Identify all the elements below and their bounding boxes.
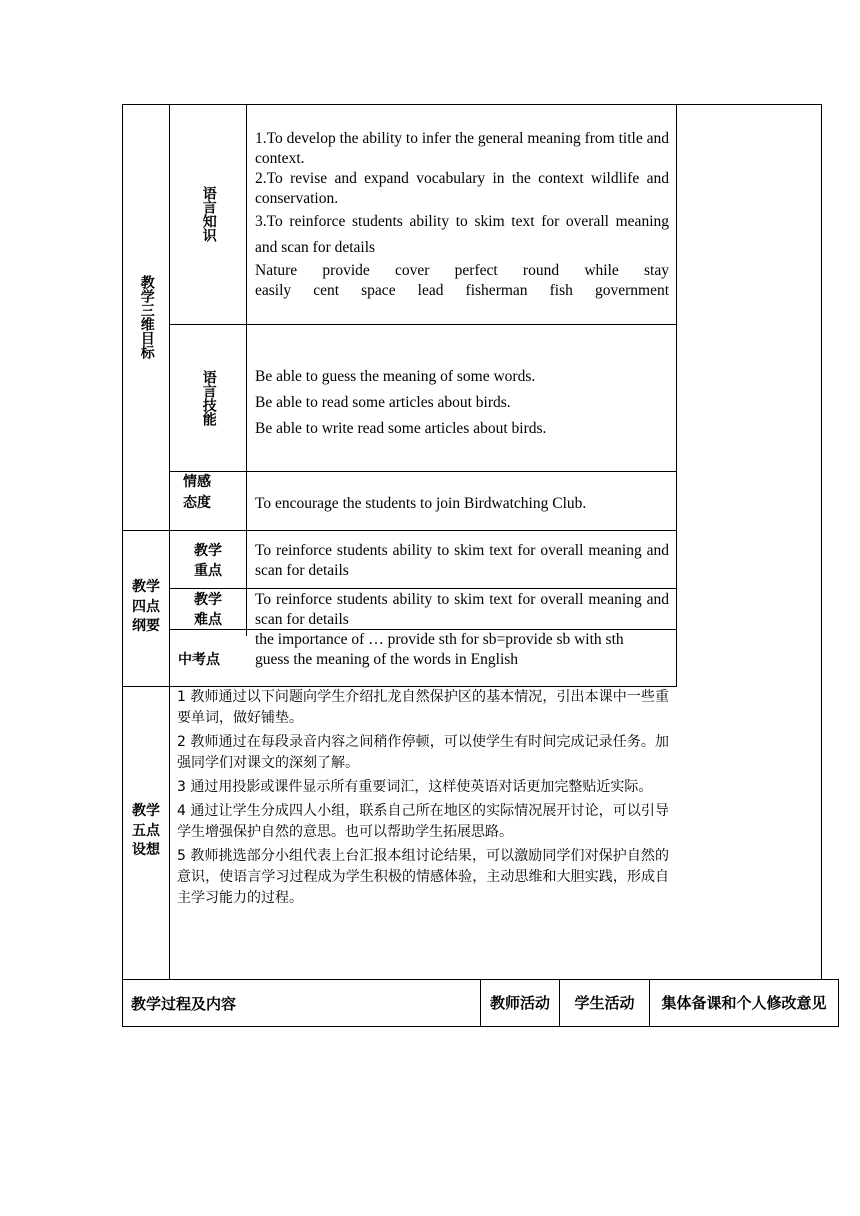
teacher-activity-header [484, 981, 556, 1025]
vocab-line-1: Nature provide cover perfect round while stay [255, 262, 669, 279]
attitude-label-line-1: 情感 [183, 474, 211, 490]
attitude-content: To encourage the students to join Birdwatching Club. [255, 495, 587, 512]
outline-section-label [124, 578, 168, 637]
ideas-section-text: 教学五点设想 [132, 803, 160, 858]
teacher-activity-text: 教师活动 [489, 994, 550, 1012]
objectives-section-text: 教学三维目标 [138, 275, 155, 359]
skills-line-3: Be able to write read some articles about birds. [255, 420, 547, 437]
attitude-label [183, 472, 223, 514]
difficulties-label-text: 教学难点 [194, 592, 222, 628]
knowledge-line-3: 3.To reinforce students ability to skim text for overall meaning and scan for details [255, 213, 669, 256]
vocab-line-2: easily cent space lead fisherman fish government [255, 282, 669, 299]
exam-points-label: 中考点 [178, 652, 220, 668]
exam-points-content [255, 630, 671, 670]
idea-item-4: 4 通过让学生分成四人小组，联系自己所在地区的实际情况展开讨论，可以引导学生增强保护自然的意思。也可以帮助学生拓展思路。 [177, 803, 669, 840]
key-points-label [186, 541, 230, 581]
outline-section-text: 教学四点纲要 [132, 579, 160, 634]
idea-item-5: 5 教师挑选部分小组代表上台汇报本组讨论结果，可以激励同学们对保护自然的意识，使语言学习过程成为学生积极的情感体验，主动思维和大胆实践，形成自主学习能力的过程。 [177, 848, 669, 906]
attitude-label-line-2: 态度 [183, 495, 211, 511]
objectives-section-label [136, 104, 156, 530]
skills-content [255, 364, 669, 442]
knowledge-content [255, 129, 669, 301]
student-activity-header: 学生活动 [574, 994, 635, 1012]
prep-notes-text: 集体备课和个人修改意见 [661, 994, 827, 1012]
ideas-section-label [124, 802, 168, 861]
exam-points-line-1: the importance of … provide sth for sb=provide sb with sth [255, 631, 624, 648]
prep-notes-header [652, 981, 836, 1025]
skills-label [198, 356, 218, 440]
idea-item-2: 2 教师通过在每段录音内容之间稍作停顿，可以使学生有时间完成记录任务。加强同学们对课文的深刻了解。 [177, 734, 669, 771]
knowledge-line-2: 2.To revise and expand vocabulary in the context wildlife and conservation. [255, 170, 669, 207]
idea-item-3: 3 通过用投影或课件显示所有重要词汇，这样使英语对话更加完整贴近实际。 [177, 779, 653, 795]
knowledge-label-text: 语言知识 [200, 186, 217, 242]
difficulties-label [186, 590, 230, 630]
idea-item-1: 1 教师通过以下问题向学生介绍扎龙自然保护区的基本情况，引出本课中一些重要单词，做好铺垫。 [177, 689, 669, 726]
knowledge-label [198, 172, 218, 256]
difficulties-content: To reinforce students ability to skim text for overall meaning and scan for details [255, 591, 669, 628]
knowledge-line-1: 1.To develop the ability to infer the general meaning from title and context. [255, 130, 669, 167]
key-points-content: To reinforce students ability to skim text for overall meaning and scan for details [255, 542, 669, 579]
skills-line-1: Be able to guess the meaning of some words. [255, 368, 536, 385]
skills-label-text: 语言技能 [200, 370, 217, 426]
ideas-content [177, 687, 669, 909]
exam-points-line-2: guess the meaning of the words in English [255, 651, 519, 668]
key-points-label-text: 教学重点 [194, 543, 222, 579]
process-header: 教学过程及内容 [131, 995, 237, 1013]
skills-line-2: Be able to read some articles about birds. [255, 394, 511, 411]
